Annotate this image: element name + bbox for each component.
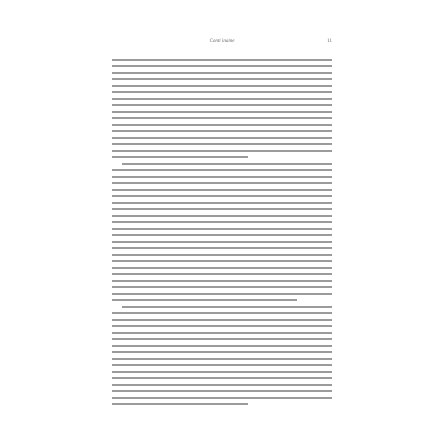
page-number: 11 [327,39,332,44]
running-header [118,38,332,46]
text-line [112,399,248,406]
body-text [112,54,332,420]
running-title: Conti inaine [209,39,235,44]
